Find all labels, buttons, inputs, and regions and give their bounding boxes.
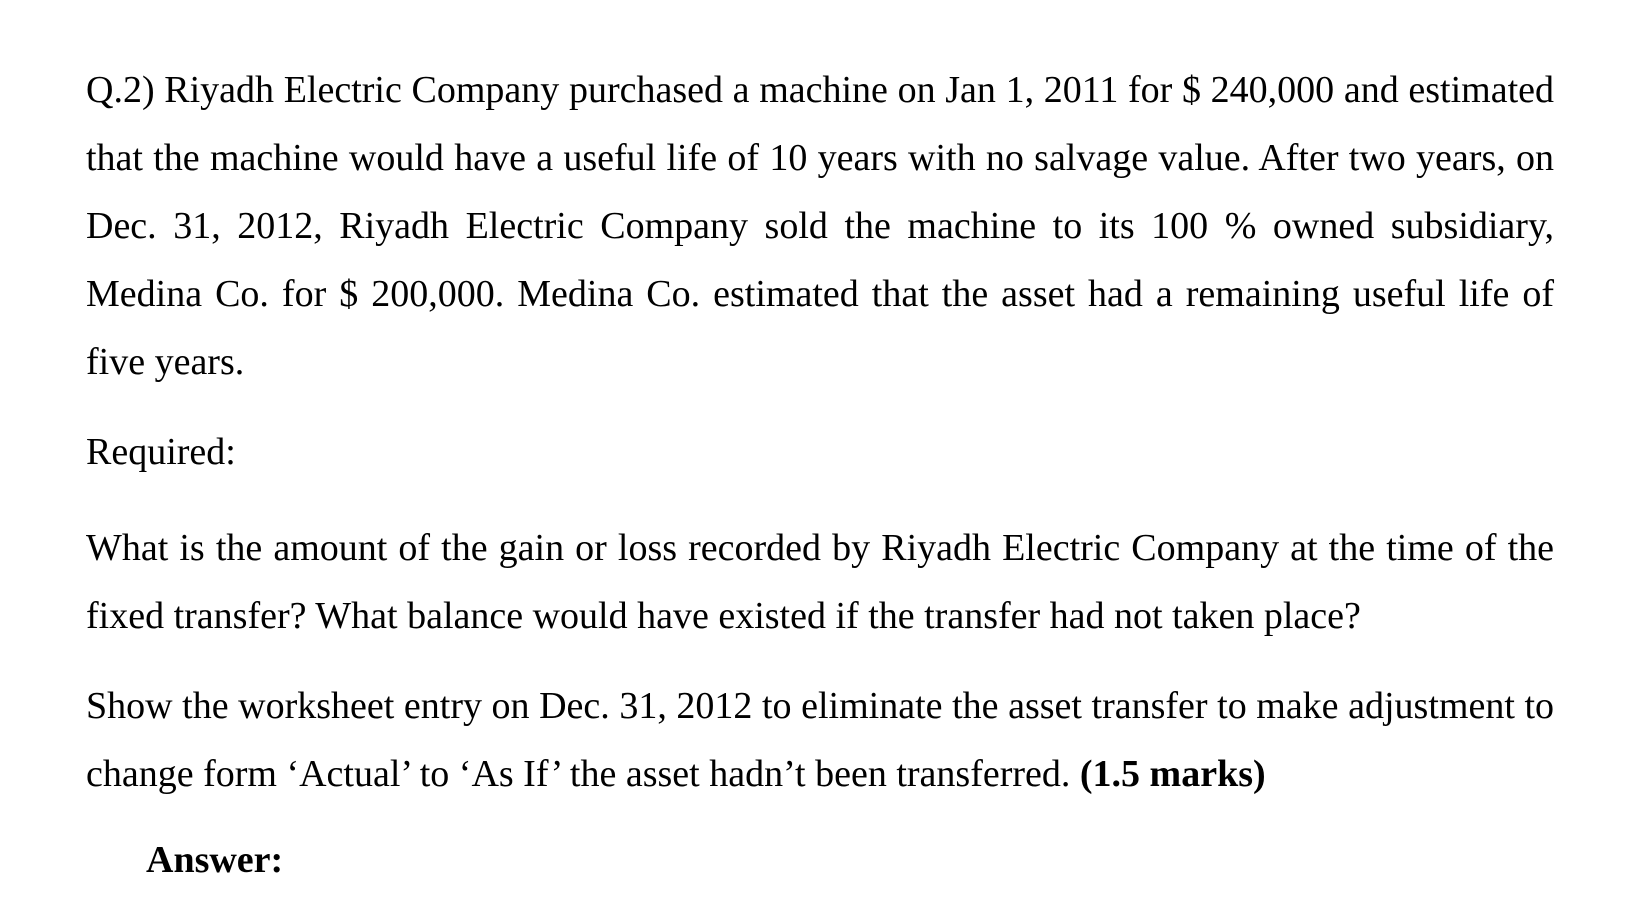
required-part-2 xyxy=(86,672,1554,808)
required-part-2-text: Show the worksheet entry on Dec. 31, 2012 to eliminate the asset transfer to make adjustment to change form ‘Actual’ to ‘As If’ the asset hadn’t been transferred. xyxy=(86,685,1554,795)
marks-label: (1.5 marks) xyxy=(1079,753,1266,795)
answer-label: Answer: xyxy=(146,839,284,881)
document-page xyxy=(86,56,1554,894)
question-paragraph: Q.2) Riyadh Electric Company purchased a machine on Jan 1, 2011 for $ 240,000 and estimated that the machine would have a useful life of 10 years with no salvage value. After two years, on Dec. 31, 2012, Riyadh Electric Company sold the machine to its 100 % owned subsidiary, Medina Co. for $ 200,000. Medina Co. estimated that the asset had a remaining useful life of five years. xyxy=(86,69,1554,383)
required-heading: Required: xyxy=(86,431,236,473)
required-part-1: What is the amount of the gain or loss recorded by Riyadh Electric Company at the time of the fixed transfer? What balance would have existed if the transfer had not taken place? xyxy=(86,527,1554,637)
